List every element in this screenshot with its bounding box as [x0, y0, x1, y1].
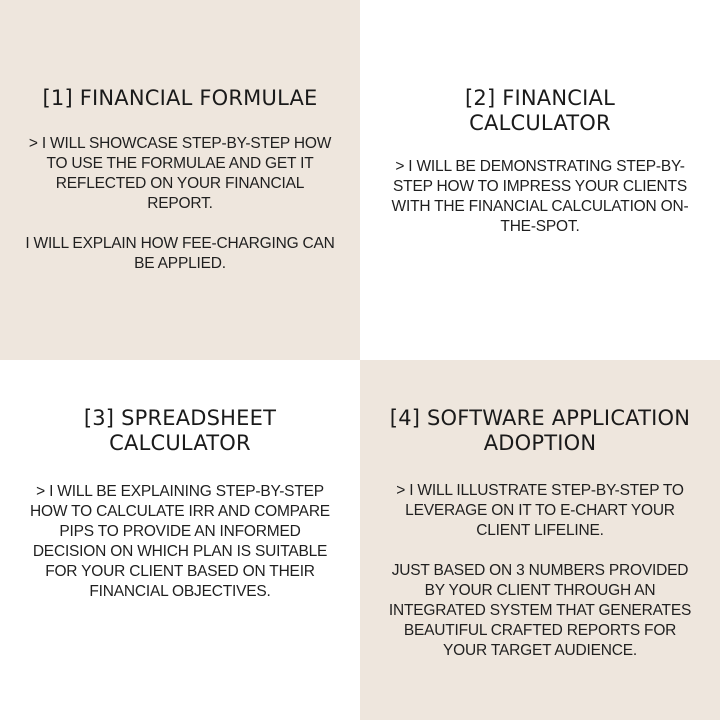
card-body: [382, 481, 698, 661]
card-paragraph: > I WILL BE DEMONSTRATING STEP-BY-STEP HOW TO IMPRESS YOUR CLIENTS WITH THE FINANCIAL CALCULATION ON-THE-SPOT.: [391, 158, 689, 235]
card-paragraph: I WILL EXPLAIN HOW FEE-CHARGING CAN BE APPLIED.: [25, 235, 335, 272]
card-body: [22, 482, 338, 602]
card-paragraph: > I WILL SHOWCASE STEP-BY-STEP HOW TO USE THE FORMULAE AND GET IT REFLECTED ON YOUR FINANCIAL REPORT.: [28, 135, 332, 212]
card-title: [1] FINANCIAL FORMULAE: [42, 86, 318, 110]
card-title: [4] SOFTWARE APPLICATION ADOPTION: [389, 406, 691, 455]
card-financial-formulae: [0, 0, 360, 360]
card-financial-calculator: [360, 0, 720, 360]
card-paragraph: JUST BASED ON 3 NUMBERS PROVIDED BY YOUR CLIENT THROUGH AN INTEGRATED SYSTEM THAT GENERATES BEAUTIFUL CRAFTED REPORTS FOR YOUR TARGET AUDIENCE.: [388, 562, 692, 659]
card-spreadsheet-calculator: [0, 360, 360, 720]
card-body: [22, 134, 338, 274]
card-software-application-adoption: [360, 360, 720, 720]
card-title: [3] SPREADSHEET CALCULATOR: [83, 406, 277, 455]
card-title: [2] FINANCIAL CALCULATOR: [465, 86, 615, 135]
card-paragraph: > I WILL BE EXPLAINING STEP-BY-STEP HOW TO CALCULATE IRR AND COMPARE PIPS TO PROVIDE AN INFORMED DECISION ON WHICH PLAN IS SUITABLE FOR YOUR CLIENT BASED ON THEIR FINANCIAL OBJECTIVES.: [30, 483, 330, 600]
card-paragraph: > I WILL ILLUSTRATE STEP-BY-STEP TO LEVERAGE ON IT TO E-CHART YOUR CLIENT LIFELINE.: [396, 482, 684, 539]
card-body: [390, 157, 690, 237]
